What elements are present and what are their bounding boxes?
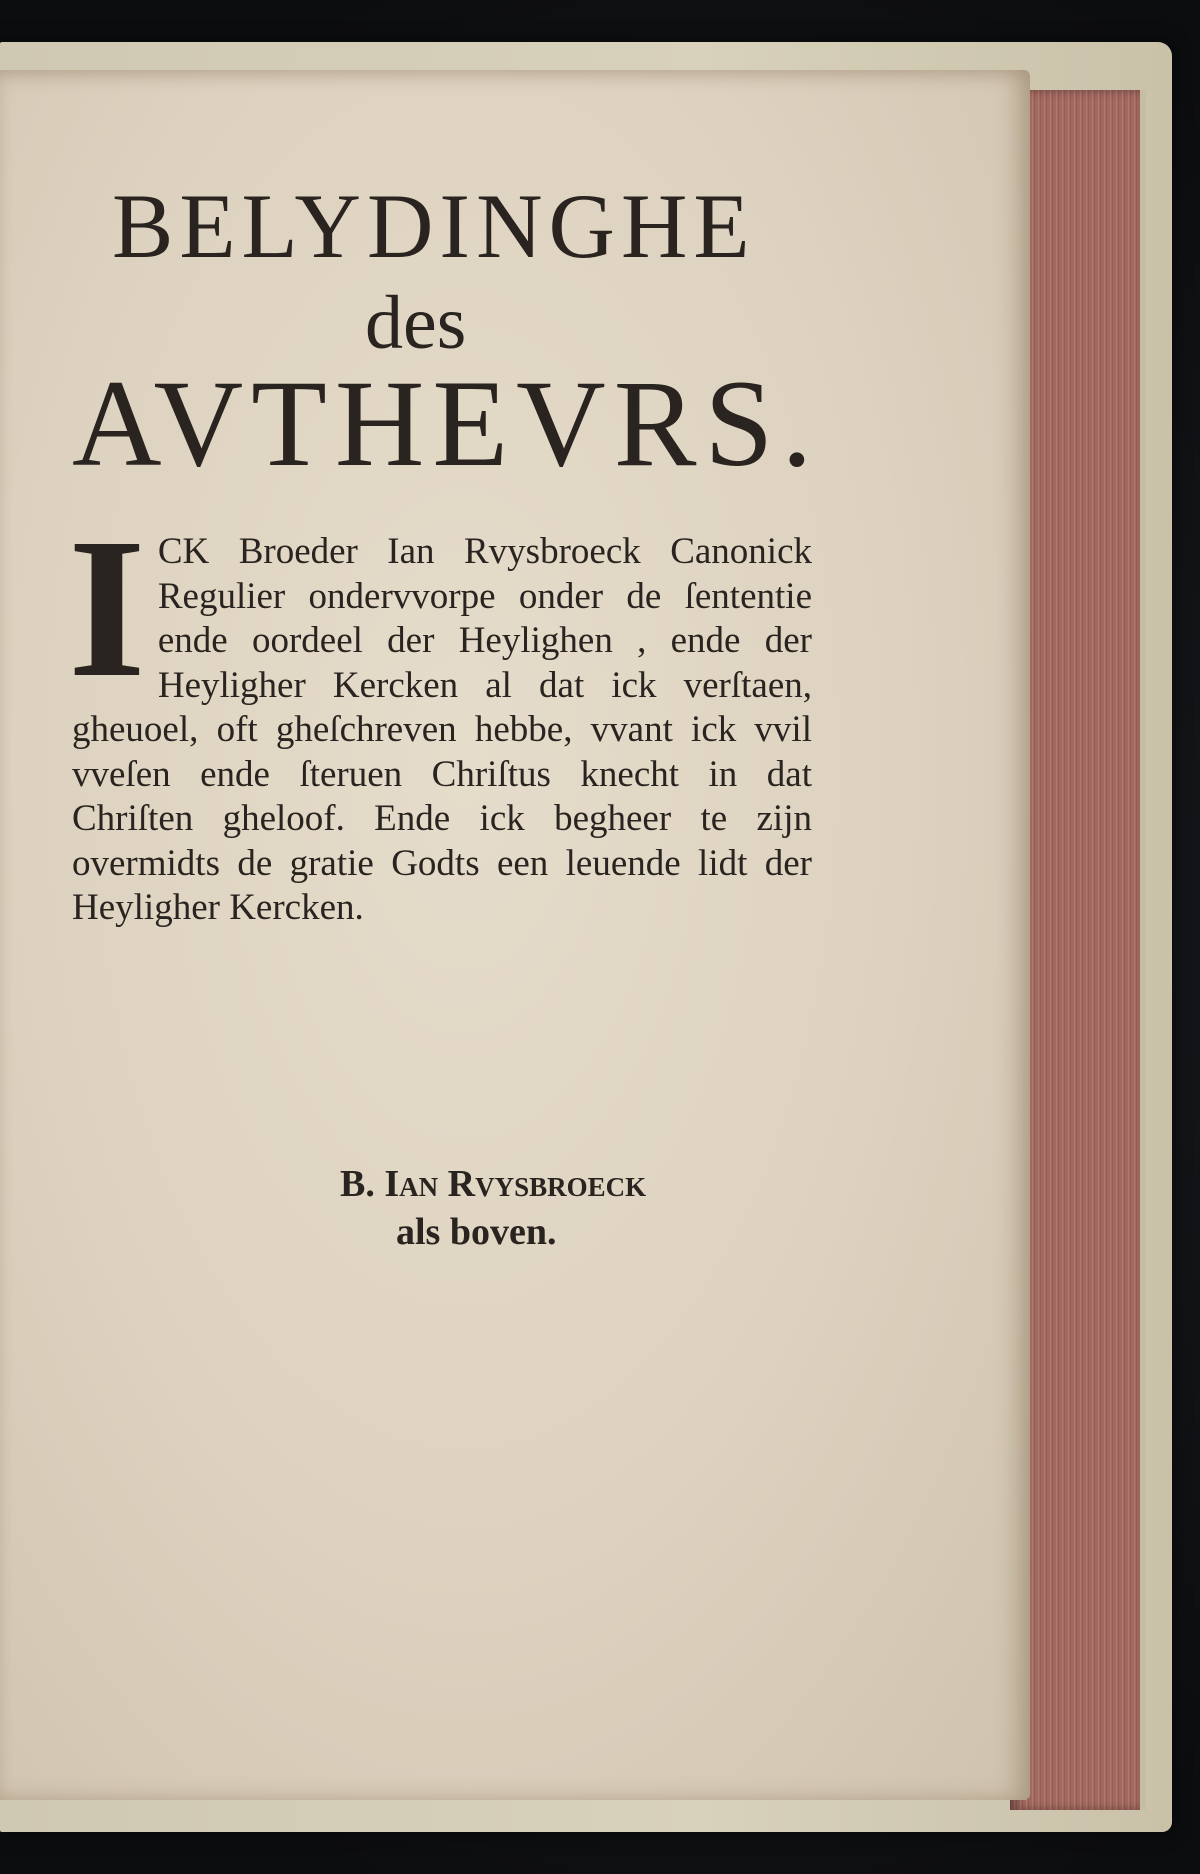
signature-note: als boven.	[396, 1211, 557, 1253]
title-des: des	[365, 281, 467, 365]
page-fore-edge	[1010, 90, 1146, 1810]
title-authevrs: AVTHEVRS.	[72, 355, 821, 492]
drop-cap-letter: I	[68, 498, 146, 719]
confession-paragraph	[68, 498, 812, 931]
title-belydinghe: BELYDINGHE	[112, 175, 756, 277]
confession-text: CK Broeder Ian Rvysbroeck Canonick Regulier ondervvorpe onder de ſententie ende oordeel der Heylighen , ende der Heyligher Kercken al dat ick verſtaen, gheuoel, oft gheſchreven hebbe, vvant ick vvil vveſen ende ſteruen Chriſtus knecht in dat Chriſten gheloof. Ende ick begheer te zijn overmidts de gratie Godts een leuende lidt der Heyligher Kercken.	[72, 531, 812, 928]
signature-name: B. Ian Rvysbroeck	[340, 1163, 647, 1205]
signature-block	[340, 1160, 646, 1256]
book-page	[0, 70, 1030, 1800]
